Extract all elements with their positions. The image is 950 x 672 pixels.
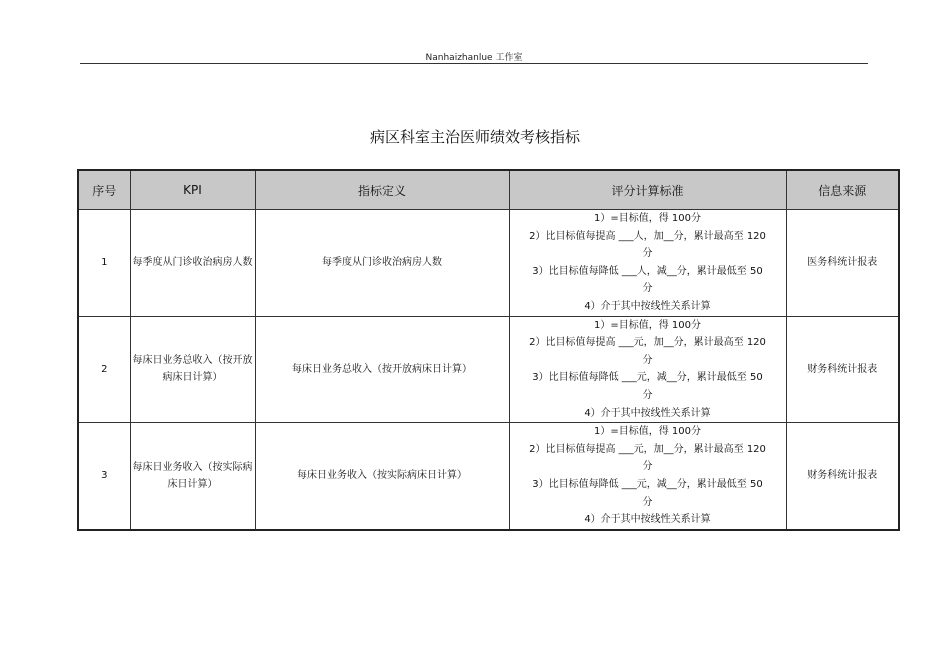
criteria-line: 4）介于其中按线性关系计算 — [584, 300, 711, 312]
criteria-line: 分 — [642, 461, 653, 473]
criteria-line: 1）=目标值，得 100分 — [593, 319, 701, 331]
criteria-line: 1）=目标值，得 100分 — [593, 426, 701, 438]
criteria-line: 分 — [642, 496, 653, 508]
criteria-line: 分 — [642, 354, 653, 366]
row-number: 3 — [78, 423, 130, 530]
col-header-source: 信息来源 — [786, 170, 899, 210]
kpi-definition: 每床日业务总收入（按开放病床日计算） — [255, 316, 509, 423]
document-title: 病区科室主治医师绩效考核指标 — [369, 128, 580, 146]
kpi-table — [77, 169, 900, 531]
criteria-line: 2）比目标值每提高 ___元，加__分，累计最高至 120 — [529, 443, 766, 455]
kpi-name: 每床日业务总收入（按开放病床日计算） — [130, 316, 255, 423]
scoring-criteria — [509, 210, 786, 317]
criteria-line: 分 — [642, 248, 653, 260]
info-source: 医务科统计报表 — [786, 210, 899, 317]
kpi-definition: 每季度从门诊收治病房人数 — [255, 210, 509, 317]
page-header: Nanhaizhanlue 工作室 — [425, 53, 523, 63]
criteria-line: 3）比目标值每降低 ___人，减__分，累计最低至 50 — [532, 265, 763, 277]
info-source: 财务科统计报表 — [786, 423, 899, 530]
row-number: 2 — [78, 316, 130, 423]
col-header-kpi: KPI — [130, 170, 255, 210]
header-rule — [80, 63, 868, 64]
table-row — [78, 210, 899, 317]
col-header-criteria: 评分计算标准 — [509, 170, 786, 210]
col-header-definition: 指标定义 — [255, 170, 509, 210]
criteria-line: 1）=目标值，得 100分 — [593, 213, 701, 224]
criteria-line: 4）介于其中按线性关系计算 — [584, 514, 711, 526]
info-source: 财务科统计报表 — [786, 316, 899, 423]
kpi-definition: 每床日业务收入（按实际病床日计算） — [255, 423, 509, 530]
criteria-line: 4）介于其中按线性关系计算 — [584, 407, 711, 419]
table-header-row — [78, 170, 899, 210]
criteria-line: 3）比目标值每降低 ___元，减__分，累计最低至 50 — [532, 478, 763, 490]
criteria-line: 2）比目标值每提高 ___人，加__分，累计最高至 120 — [529, 230, 766, 242]
criteria-line: 2）比目标值每提高 ___元，加__分，累计最高至 120 — [529, 337, 766, 349]
criteria-line: 分 — [642, 389, 653, 401]
table-row — [78, 316, 899, 423]
table-row — [78, 423, 899, 530]
scoring-criteria — [509, 316, 786, 423]
scoring-criteria — [509, 423, 786, 530]
kpi-name: 每床日业务收入（按实际病床日计算） — [130, 423, 255, 530]
kpi-name: 每季度从门诊收治病房人数 — [130, 210, 255, 317]
col-header-no: 序号 — [78, 170, 130, 210]
criteria-line: 分 — [642, 283, 653, 295]
row-number: 1 — [78, 210, 130, 317]
criteria-line: 3）比目标值每降低 ___元，减__分，累计最低至 50 — [532, 372, 763, 384]
